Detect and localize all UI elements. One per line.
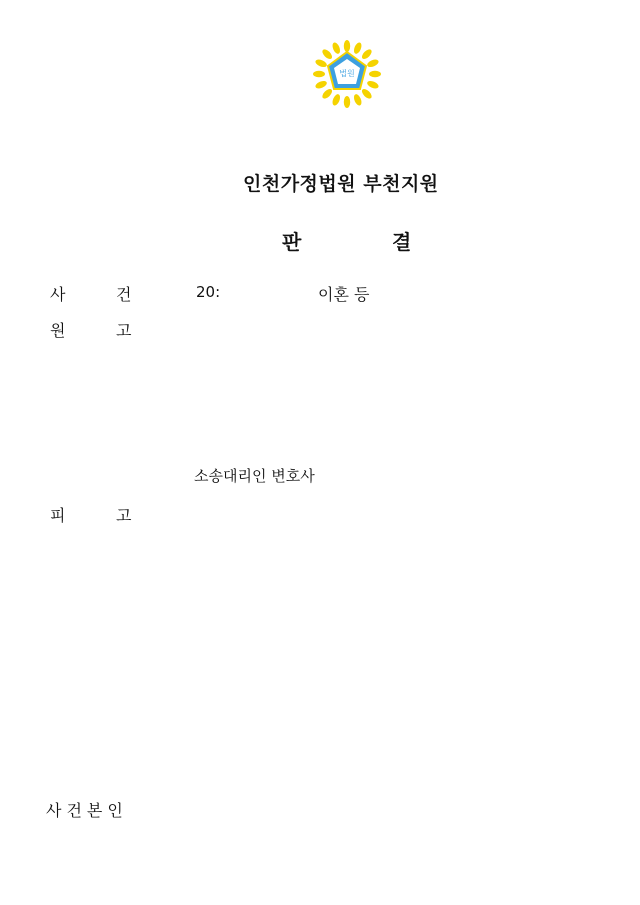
emblem-petal (321, 87, 334, 100)
emblem-text: 법원 (339, 69, 355, 78)
case-label-b: 건 (116, 285, 132, 304)
emblem-petal (352, 93, 363, 107)
emblem-petal (331, 41, 342, 55)
emblem-petal (360, 48, 373, 61)
emblem-petal (313, 71, 325, 77)
emblem-petal (352, 41, 363, 55)
case-number: 20: (196, 283, 221, 301)
plaintiff-label-b: 고 (116, 321, 132, 340)
attorney-label: 소송대리인 변호사 (194, 467, 315, 485)
emblem-petal (366, 58, 380, 69)
emblem-petal (369, 71, 381, 77)
case-label-a: 사 (50, 285, 66, 304)
document-title-part1: 판 (282, 230, 302, 254)
case-principal-label: 사건본인 (46, 801, 128, 820)
emblem-petal (360, 87, 373, 100)
plaintiff-label-a: 원 (50, 321, 66, 340)
emblem-petal (321, 48, 334, 61)
defendant-label-b: 고 (116, 506, 132, 525)
emblem-petal (344, 96, 350, 108)
document-title-part2: 결 (392, 230, 412, 254)
defendant-label-a: 피 (50, 506, 66, 525)
emblem-petal (314, 79, 328, 90)
emblem-petal (344, 40, 350, 52)
court-name: 인천가정법원 부천지원 (243, 173, 439, 195)
emblem-petal (366, 79, 380, 90)
emblem-petal (331, 93, 342, 107)
emblem-petal (314, 58, 328, 69)
case-name: 이혼 등 (318, 285, 370, 304)
court-emblem (311, 38, 383, 110)
